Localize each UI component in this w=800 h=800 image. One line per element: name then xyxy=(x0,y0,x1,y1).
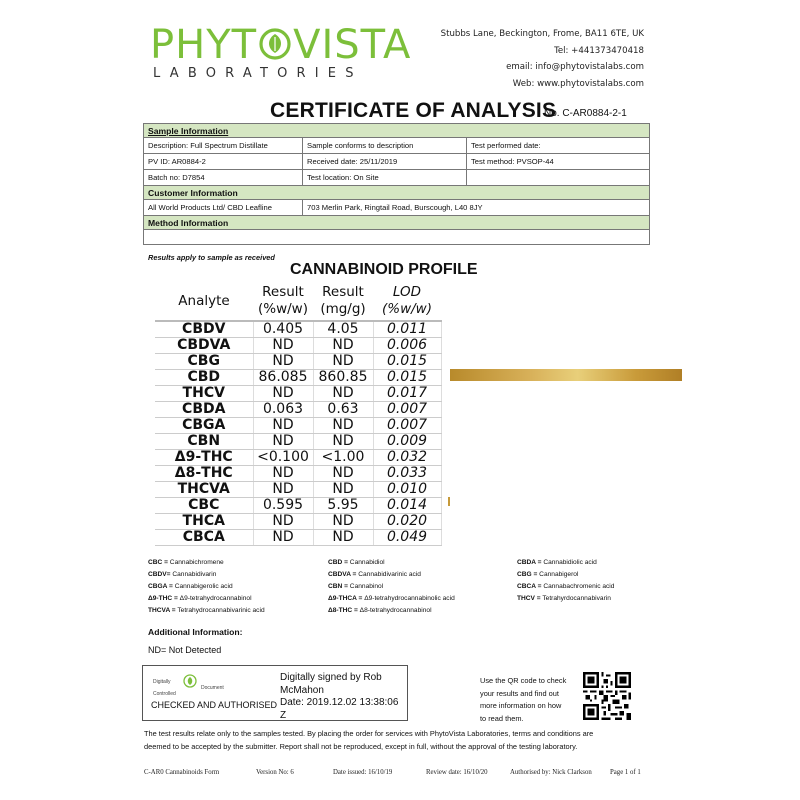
cannabinoid-table xyxy=(155,282,442,546)
address: Stubbs Lane, Beckington, Frome, BA11 6TE, UK xyxy=(440,29,644,39)
cell-empty xyxy=(144,230,650,245)
cell-empty xyxy=(467,170,650,186)
table-row xyxy=(155,466,441,482)
legend-item xyxy=(148,593,265,605)
lod-cell: 0.015 xyxy=(373,370,441,386)
result-mg-cell: ND xyxy=(313,514,373,530)
footer-form: C-AR0 Cannabinoids Form xyxy=(144,769,220,776)
nd-note: ND= Not Detected xyxy=(148,645,222,655)
table-row xyxy=(155,498,441,514)
qr-code-icon[interactable] xyxy=(583,672,631,720)
header-result-mg-line1: Result xyxy=(322,284,364,300)
lod-cell: 0.033 xyxy=(373,466,441,482)
legend-item xyxy=(517,593,614,605)
table-row xyxy=(144,154,650,170)
result-pct-cell: 86.085 xyxy=(253,370,313,386)
qr-note-line: more information on how xyxy=(480,701,562,710)
analyte-cell: CBN xyxy=(155,434,253,450)
stamp-document: Document xyxy=(201,685,224,691)
legend-item xyxy=(328,569,455,581)
additional-info-title: Additional Information: xyxy=(148,627,243,637)
header-lod xyxy=(373,282,441,321)
table-row xyxy=(155,321,441,338)
result-mg-cell: 4.05 xyxy=(313,321,373,338)
table-row xyxy=(155,402,441,418)
legend-name: Tetrahydrocannabivarinic acid xyxy=(175,607,265,614)
header-result-pct xyxy=(253,282,313,321)
table-row xyxy=(144,230,650,245)
result-mg-cell: ND xyxy=(313,418,373,434)
legend-name: Cannabichromene xyxy=(167,559,224,566)
result-pct-cell: ND xyxy=(253,514,313,530)
disclaimer-line: deemed to be accepted by the submitter. Report shall not be reproduced, except in full, without the approval of the testing laboratory. xyxy=(144,741,578,751)
header-result-pct-line1: Result xyxy=(262,284,304,300)
logo-text-right: VISTA xyxy=(293,22,412,68)
legend-column-2 xyxy=(328,557,455,617)
sample-info-table xyxy=(143,123,650,245)
profile-title: CANNABINOID PROFILE xyxy=(290,261,478,278)
legend-item xyxy=(328,557,455,569)
result-mg-cell: ND xyxy=(313,466,373,482)
analyte-cell: Δ9-THC xyxy=(155,450,253,466)
result-mg-cell: ND xyxy=(313,386,373,402)
telephone: Tel: +441373470418 xyxy=(554,45,644,56)
cannabinoid-rows xyxy=(155,321,441,546)
legend-item xyxy=(517,581,614,593)
analyte-cell: CBDVA xyxy=(155,338,253,354)
decorative-gold-bar xyxy=(450,369,682,381)
footer-issued: Date issued: 16/10/19 xyxy=(333,769,393,776)
table-row xyxy=(144,138,650,154)
footer-authorised: Authorised by: Nick Clarkson xyxy=(510,769,592,776)
table-row xyxy=(155,514,441,530)
analyte-cell: THCA xyxy=(155,514,253,530)
lod-cell: 0.020 xyxy=(373,514,441,530)
lod-cell: 0.014 xyxy=(373,498,441,514)
legend-abbr: CBDA = xyxy=(517,559,542,566)
section-row xyxy=(144,216,650,230)
result-pct-cell: ND xyxy=(253,434,313,450)
table-row xyxy=(155,338,441,354)
legend-item xyxy=(148,569,265,581)
legend-abbr: CBD = xyxy=(328,559,348,566)
table-row xyxy=(144,170,650,186)
result-mg-cell: ND xyxy=(313,482,373,498)
cell-batch: Batch no: D7854 xyxy=(144,170,303,186)
header-lod-line2: (%w/w) xyxy=(382,301,432,317)
lod-cell: 0.011 xyxy=(373,321,441,338)
lod-cell: 0.017 xyxy=(373,386,441,402)
cell-performed: Test performed date: xyxy=(467,138,650,154)
result-pct-cell: 0.595 xyxy=(253,498,313,514)
legend-abbr: Δ8-THC = xyxy=(328,607,358,614)
result-pct-cell: ND xyxy=(253,530,313,546)
result-mg-cell: ND xyxy=(313,530,373,546)
legend-item xyxy=(517,557,614,569)
analyte-cell: CBGA xyxy=(155,418,253,434)
qr-note-line: Use the QR code to check xyxy=(480,676,567,685)
lod-cell: 0.010 xyxy=(373,482,441,498)
result-mg-cell: <1.00 xyxy=(313,450,373,466)
table-row xyxy=(155,530,441,546)
result-pct-cell: ND xyxy=(253,466,313,482)
disclaimer xyxy=(144,728,664,753)
legend-name: Cannabinol xyxy=(347,583,384,590)
table-row xyxy=(144,200,650,216)
disclaimer-line: The test results relate only to the samples tested. By placing the order for services with PhytoVista Laboratories, terms and conditions are xyxy=(144,729,594,738)
legend-item xyxy=(328,581,455,593)
cell-pv-id: PV ID: AR0884-2 xyxy=(144,154,303,170)
stamp-digitally: Digitally xyxy=(153,679,171,685)
signature-box xyxy=(142,665,408,721)
legend-item xyxy=(148,557,265,569)
method-info-heading: Method Information xyxy=(144,216,650,230)
legend-abbr: CBN = xyxy=(328,583,348,590)
table-row xyxy=(155,482,441,498)
legend-name: Δ9-tetrahydrocannabinolic acid xyxy=(362,595,455,602)
legend-abbr: CBGA = xyxy=(148,583,173,590)
legend-abbr: THCV = xyxy=(517,595,541,602)
header-result-mg-line2: (mg/g) xyxy=(320,301,366,317)
legend-abbr: CBDVA = xyxy=(328,571,357,578)
legend-abbr: CBCA = xyxy=(517,583,542,590)
result-pct-cell: ND xyxy=(253,418,313,434)
digital-signature xyxy=(280,672,407,722)
legend-name: Cannabigerolic acid xyxy=(172,583,233,590)
result-pct-cell: ND xyxy=(253,354,313,370)
footer-review: Review date: 16/10/20 xyxy=(426,769,488,776)
result-mg-cell: ND xyxy=(313,338,373,354)
logo-wordmark xyxy=(150,22,411,68)
lod-cell: 0.007 xyxy=(373,402,441,418)
website[interactable]: Web: www.phytovistalabs.com xyxy=(512,78,644,89)
table-row xyxy=(155,370,441,386)
footer-version: Version No: 6 xyxy=(256,769,294,776)
analyte-cell: THCVA xyxy=(155,482,253,498)
analyte-cell: Δ8-THC xyxy=(155,466,253,482)
logo-leaf-icon xyxy=(258,27,292,61)
legend-name: Cannabidivarinic acid xyxy=(356,571,421,578)
legend-abbr: Δ9-THC = xyxy=(148,595,178,602)
legend-item xyxy=(328,605,455,617)
checked-authorised: CHECKED AND AUTHORISED xyxy=(151,700,278,710)
legend-item xyxy=(148,605,265,617)
lod-cell: 0.032 xyxy=(373,450,441,466)
cell-method: Test method: PVSOP-44 xyxy=(467,154,650,170)
table-row xyxy=(155,450,441,466)
result-pct-cell: ND xyxy=(253,482,313,498)
analyte-cell: CBD xyxy=(155,370,253,386)
legend-item xyxy=(148,581,265,593)
result-mg-cell: ND xyxy=(313,434,373,450)
cell-description: Description: Full Spectrum Distillate xyxy=(144,138,303,154)
result-pct-cell: 0.405 xyxy=(253,321,313,338)
result-pct-cell: 0.063 xyxy=(253,402,313,418)
header-analyte: Analyte xyxy=(155,282,253,321)
legend-name: Cannabidiol xyxy=(347,559,385,566)
lod-cell: 0.007 xyxy=(373,418,441,434)
legend-abbr: Δ9-THCA = xyxy=(328,595,363,602)
legend-name: Δ9-tetrahydrocannabinol xyxy=(177,595,252,602)
qr-note-line: your results and find out xyxy=(480,688,559,698)
document-title: CERTIFICATE OF ANALYSIS xyxy=(270,99,557,122)
header-lod-line1: LOD xyxy=(392,284,422,300)
legend-abbr: CBC = xyxy=(148,559,168,566)
result-mg-cell: 860.85 xyxy=(313,370,373,386)
table-row xyxy=(155,354,441,370)
stamp-leaf-icon xyxy=(183,674,197,688)
decorative-gold-tick xyxy=(448,497,450,506)
cell-location: Test location: On Site xyxy=(303,170,467,186)
legend-name: Δ8-tetrahydrocannabinol xyxy=(357,607,432,614)
certificate-number: No. C-AR0884-2-1 xyxy=(544,108,627,119)
cell-customer-name: All World Products Ltd/ CBD Leafline xyxy=(144,200,303,216)
header-result-pct-line2: (%w/w) xyxy=(258,301,308,317)
analyte-cell: CBCA xyxy=(155,530,253,546)
signature-line-1: Digitally signed by Rob xyxy=(280,672,382,683)
lod-cell: 0.006 xyxy=(373,338,441,354)
table-row xyxy=(155,386,441,402)
result-pct-cell: ND xyxy=(253,386,313,402)
legend-name: Tetrahyrdocannabivarin xyxy=(540,595,611,602)
logo-text-left: PHYT xyxy=(150,22,258,68)
legend-name: Cannabachromenic acid xyxy=(541,583,615,590)
table-row xyxy=(155,418,441,434)
analyte-cell: CBDV xyxy=(155,321,253,338)
lod-cell: 0.009 xyxy=(373,434,441,450)
section-row xyxy=(144,124,650,138)
signature-line-2: McMahon xyxy=(280,684,324,696)
qr-note-line: to read them. xyxy=(480,713,524,723)
contact-block xyxy=(441,26,644,92)
signature-line-3: Date: 2019.12.02 13:38:06 Z xyxy=(280,697,399,721)
legend-abbr: CBG = xyxy=(517,571,538,578)
result-pct-cell: ND xyxy=(253,338,313,354)
legend-item xyxy=(328,593,455,605)
legend-name: Cannabidiolic acid xyxy=(541,559,597,566)
section-row xyxy=(144,186,650,200)
header-result-mg xyxy=(313,282,373,321)
result-pct-cell: <0.100 xyxy=(253,450,313,466)
footer-page: Page 1 of 1 xyxy=(610,769,641,776)
result-mg-cell: 5.95 xyxy=(313,498,373,514)
analyte-cell: CBDA xyxy=(155,402,253,418)
legend-name: Cannabidivarin xyxy=(170,571,217,578)
customer-info-heading: Customer Information xyxy=(144,186,650,200)
legend-column-3 xyxy=(517,557,614,605)
legend-item xyxy=(517,569,614,581)
legend-abbr: CBDV= xyxy=(148,571,171,578)
lod-cell: 0.049 xyxy=(373,530,441,546)
legend-abbr: THCVA = xyxy=(148,607,176,614)
lod-cell: 0.015 xyxy=(373,354,441,370)
cell-conforms: Sample conforms to description xyxy=(303,138,467,154)
results-note: Results apply to sample as received xyxy=(148,253,275,262)
email[interactable]: email: info@phytovistalabs.com xyxy=(506,62,644,72)
result-mg-cell: ND xyxy=(313,354,373,370)
analyte-cell: CBG xyxy=(155,354,253,370)
stamp-controlled: Controlled xyxy=(153,691,176,697)
analyte-cell: CBC xyxy=(155,498,253,514)
cell-received: Received date: 25/11/2019 xyxy=(303,154,467,170)
qr-note xyxy=(480,675,590,725)
legend-column-1 xyxy=(148,557,265,617)
cell-customer-address: 703 Merlin Park, Ringtail Road, Burscough, L40 8JY xyxy=(303,200,650,216)
table-row xyxy=(155,434,441,450)
logo-subtitle: LABORATORIES xyxy=(153,66,363,81)
result-mg-cell: 0.63 xyxy=(313,402,373,418)
table-header-row xyxy=(155,282,441,321)
sample-info-heading: Sample Information xyxy=(144,124,650,138)
analyte-cell: THCV xyxy=(155,386,253,402)
legend-name: Cannabigerol xyxy=(537,571,579,578)
